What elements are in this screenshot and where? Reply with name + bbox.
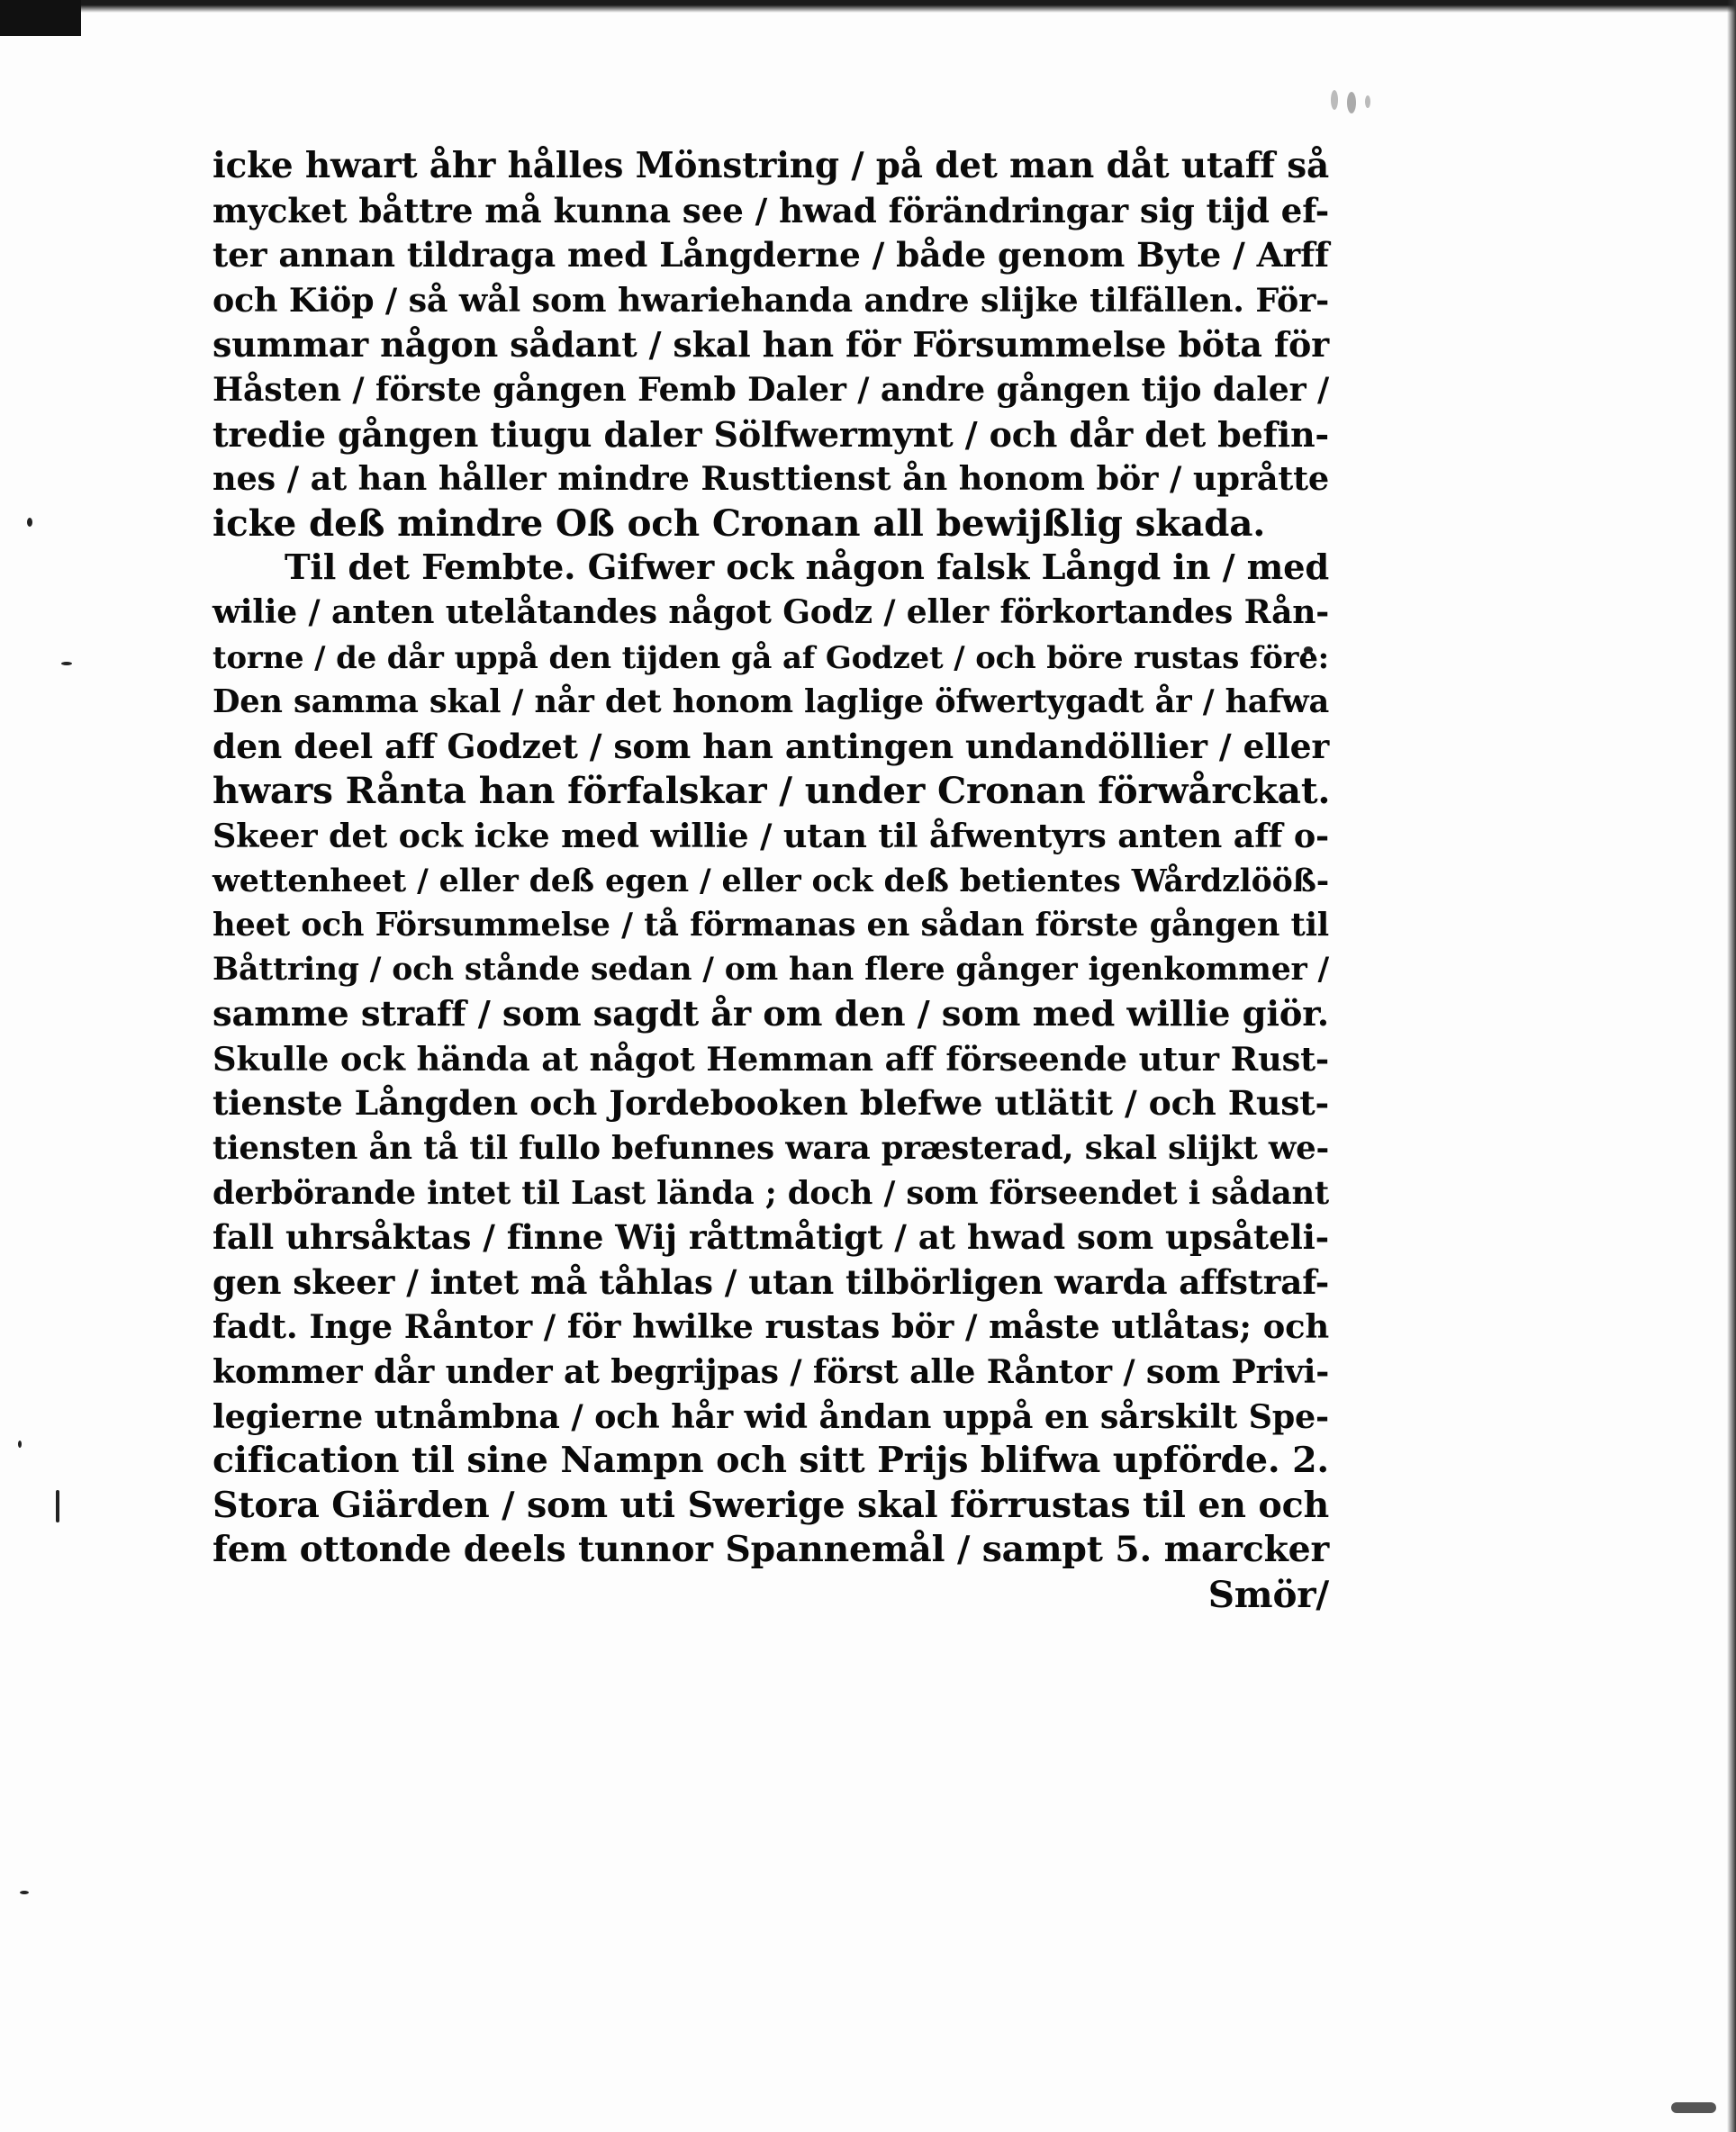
text-line: Håsten / förste gången Femb Daler / andre gången tijo daler / xyxy=(212,369,1329,409)
speck xyxy=(20,1891,29,1894)
text-line: tredie gången tiugu daler Sölfwermynt / och dår det befin- xyxy=(212,413,1329,455)
text-line: ter annan tildraga med Långderne / både genom Byte / Arff xyxy=(212,235,1329,276)
speck xyxy=(1365,95,1370,108)
text-line: torne / de dår uppå den tijden gå af Godzet / och böre rustas före: xyxy=(212,638,1329,675)
scan-edge-top xyxy=(0,0,1736,13)
text-line: mycket båttre må kunna see / hwad förändringar sig tijd ef- xyxy=(212,190,1329,230)
text-line: gen skeer / intet må tåhlas / utan tilbörligen warda affstraf- xyxy=(212,1261,1329,1302)
text-line: Stora Giärden / som uti Swerige skal förrustas til en och xyxy=(212,1484,1329,1526)
text-line: och Kiöp / så wål som hwariehanda andre slijke tilfällen. För- xyxy=(212,280,1329,320)
speck xyxy=(18,1441,22,1448)
text-line: legierne utnåmbna / och hår wid åndan uppå en sårskilt Spe- xyxy=(212,1396,1329,1436)
scan-edge-right xyxy=(1727,0,1736,2132)
text-line: fadt. Inge Råntor / för hwilke rustas bör / måste utlåtas; och xyxy=(212,1306,1329,1347)
speck xyxy=(1347,92,1356,113)
text-line: den deel aff Godzet / som han antingen undandöllier / eller xyxy=(212,726,1329,766)
body-text xyxy=(212,144,1329,1618)
text-line: Til det Fembte. Gifwer ock någon falsk Långd in / med xyxy=(285,547,1329,589)
text-line: samme straff / som sagdt år om den / som med willie giör. xyxy=(212,994,1329,1035)
text-line: fall uhrsåktas / finne Wij råttmåtigt / at hwad som upsåteli- xyxy=(212,1217,1329,1258)
text-line: wilie / anten utelåtandes något Godz / eller förkortandes Rån- xyxy=(212,592,1329,631)
text-line: summar någon sådant / skal han för Försummelse böta för xyxy=(212,324,1329,366)
text-line: icke deß mindre Oß och Cronan all bewijßlig skada. xyxy=(212,501,1266,545)
text-line: fem ottonde deels tunnor Spannemål / sampt 5. marcker xyxy=(212,1529,1329,1571)
speck xyxy=(61,662,72,665)
text-line: hwars Rånta han förfalskar / under Cronan förwårckat. xyxy=(212,769,1331,813)
text-line: kommer dår under at begrijpas / först alle Råntor / som Privi- xyxy=(212,1352,1329,1392)
text-line: derbörande intet til Last lända ; doch / som förseendet i sådant xyxy=(212,1174,1329,1212)
text-line: Båttring / och stånde sedan / om han flere gånger igenkommer / xyxy=(212,951,1329,988)
speck xyxy=(27,518,32,527)
speck xyxy=(1331,90,1338,110)
speck xyxy=(56,1490,59,1522)
scan-edge-corner xyxy=(0,0,81,36)
text-line: icke hwart åhr hålles Mönstring / på det man dåt utaff så xyxy=(212,145,1329,186)
text-line: wettenheet / eller deß egen / eller ock deß betientes Wårdzlööß- xyxy=(212,862,1329,899)
text-line: Skulle ock hända at något Hemman aff förseende utur Rust- xyxy=(212,1038,1329,1079)
text-line: cification til sine Nampn och sitt Prijs blifwa upförde. 2. xyxy=(212,1440,1329,1482)
text-line: tienste Långden och Jordebooken blefwe utlätit / och Rust- xyxy=(212,1083,1329,1124)
text-line: Skeer det ock icke med willie / utan til åfwentyrs anten aff o- xyxy=(212,816,1329,855)
text-line: nes / at han håller mindre Rusttienst ån honom bör / upråtte xyxy=(212,459,1329,499)
speck xyxy=(1671,2102,1716,2113)
catchword: Smör/ xyxy=(1207,1573,1329,1616)
text-line: heet och Försummelse / tå förmanas en sådan förste gången til xyxy=(212,907,1329,944)
text-line: Den samma skal / når det honom laglige öfwertygadt år / hafwa xyxy=(212,683,1329,721)
text-line: tiensten ån tå til fullo befunnes wara præsterad, skal slijkt we- xyxy=(212,1130,1329,1168)
